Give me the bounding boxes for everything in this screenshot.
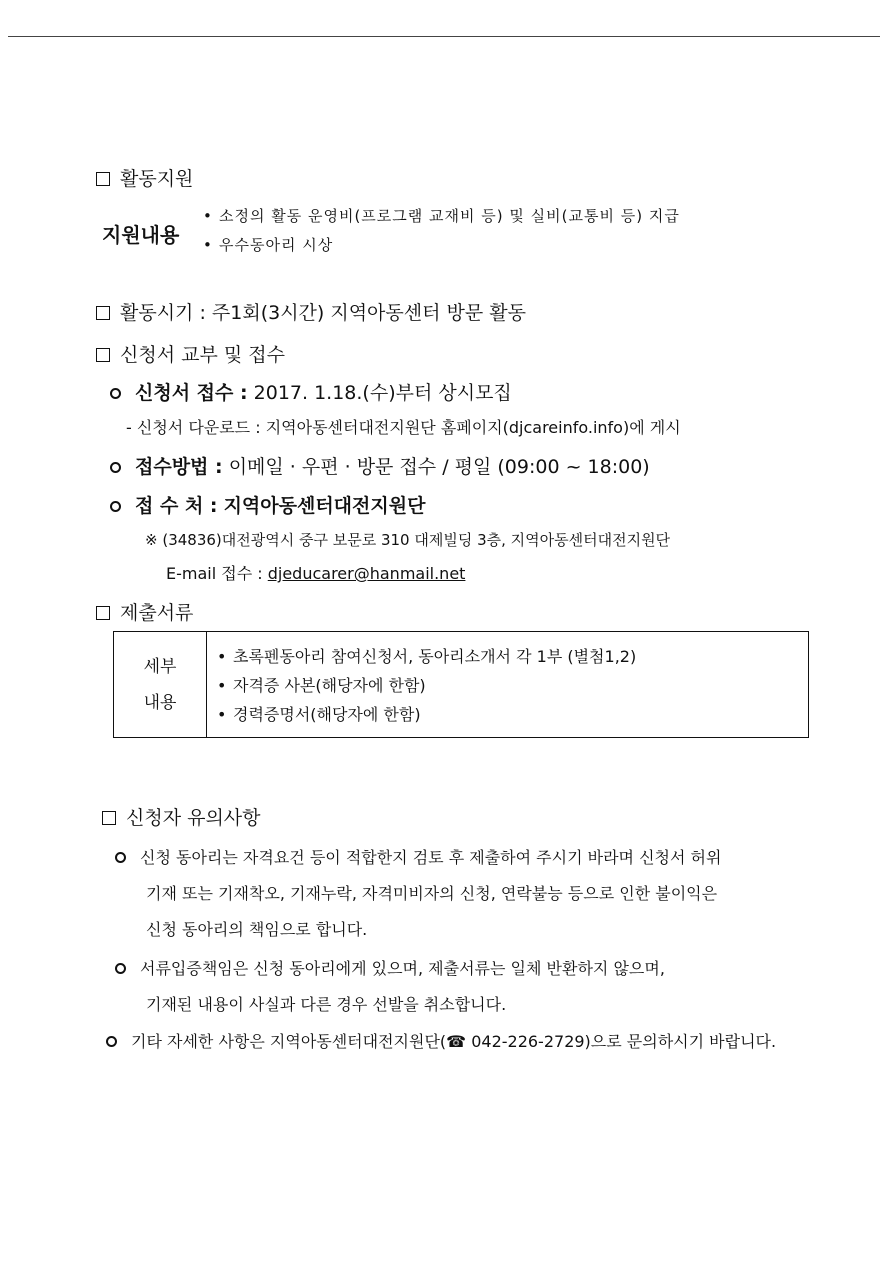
place-line: 접 수 처 : 지역아동센터대전지원단: [110, 491, 425, 518]
email-link[interactable]: djeducarer@hanmail.net: [267, 564, 466, 583]
support-item: • 우수동아리 시상: [203, 236, 334, 254]
documents-heading: 제출서류: [96, 598, 193, 625]
address-line: ※ (34836)대전광역시 중구 보문로 310 대제빌딩 3층, 지역아동센터대전지원단: [145, 531, 671, 549]
notes-heading: 신청자 유의사항: [102, 803, 261, 830]
period-heading: 활동시기 : 주1회(3시간) 지역아동센터 방문 활동: [96, 298, 526, 325]
note-line: 기재 또는 기재착오, 기재누락, 자격미비자의 신청, 연락불능 등으로 인한 불이익은: [146, 884, 718, 903]
checkbox-square-icon: [96, 348, 110, 362]
email-line: E-mail 접수 : djeducarer@hanmail.net: [166, 564, 466, 583]
download-line: - 신청서 다운로드 : 지역아동센터대전지원단 홈페이지(djcareinfo.info)에 게시: [126, 418, 681, 437]
note-line: 기재된 내용이 사실과 다른 경우 선발을 취소합니다.: [146, 995, 507, 1014]
method-line: 접수방법 : 이메일 · 우편 · 방문 접수 / 평일 (09:00 ~ 18:00): [110, 452, 650, 479]
checkbox-square-icon: [96, 172, 110, 186]
circle-bullet-icon: [110, 388, 121, 399]
phone-icon: ☎: [446, 1032, 467, 1051]
note-item: 서류입증책임은 신청 동아리에게 있으며, 제출서류는 일체 반환하지 않으며,: [115, 956, 665, 979]
documents-items-cell: [207, 632, 809, 738]
note-item: 신청 동아리는 자격요건 등이 적합한지 검토 후 제출하여 주시기 바라며 신청서 허위: [115, 845, 721, 868]
application-heading: 신청서 교부 및 접수: [96, 340, 285, 367]
support-heading: 활동지원: [96, 164, 193, 191]
circle-bullet-icon: [115, 852, 126, 863]
checkbox-square-icon: [96, 606, 110, 620]
circle-bullet-icon: [106, 1036, 117, 1047]
document-item: • 자격증 사본(해당자에 한함): [217, 676, 426, 695]
circle-bullet-icon: [110, 462, 121, 473]
checkbox-square-icon: [102, 811, 116, 825]
checkbox-square-icon: [96, 306, 110, 320]
document-item: • 경력증명서(해당자에 한함): [217, 705, 421, 724]
documents-label-cell: 세부 내용: [114, 632, 207, 738]
note-line: 신청 동아리의 책임으로 합니다.: [146, 920, 368, 939]
document-item: • 초록펜동아리 참여신청서, 동아리소개서 각 1부 (별첨1,2): [217, 647, 637, 666]
support-item: • 소정의 활동 운영비(프로그램 교재비 등) 및 실비(교통비 등) 지급: [203, 207, 680, 225]
receipt-line: 신청서 접수 : 2017. 1.18.(수)부터 상시모집: [110, 378, 512, 405]
note-item: 기타 자세한 사항은 지역아동센터대전지원단(☎ 042-226-2729)으로 문의하시기 바랍니다.: [106, 1029, 776, 1052]
circle-bullet-icon: [115, 963, 126, 974]
documents-table: [113, 631, 809, 738]
support-label: 지원내용: [102, 223, 180, 247]
circle-bullet-icon: [110, 501, 121, 512]
top-rule: [8, 36, 880, 37]
